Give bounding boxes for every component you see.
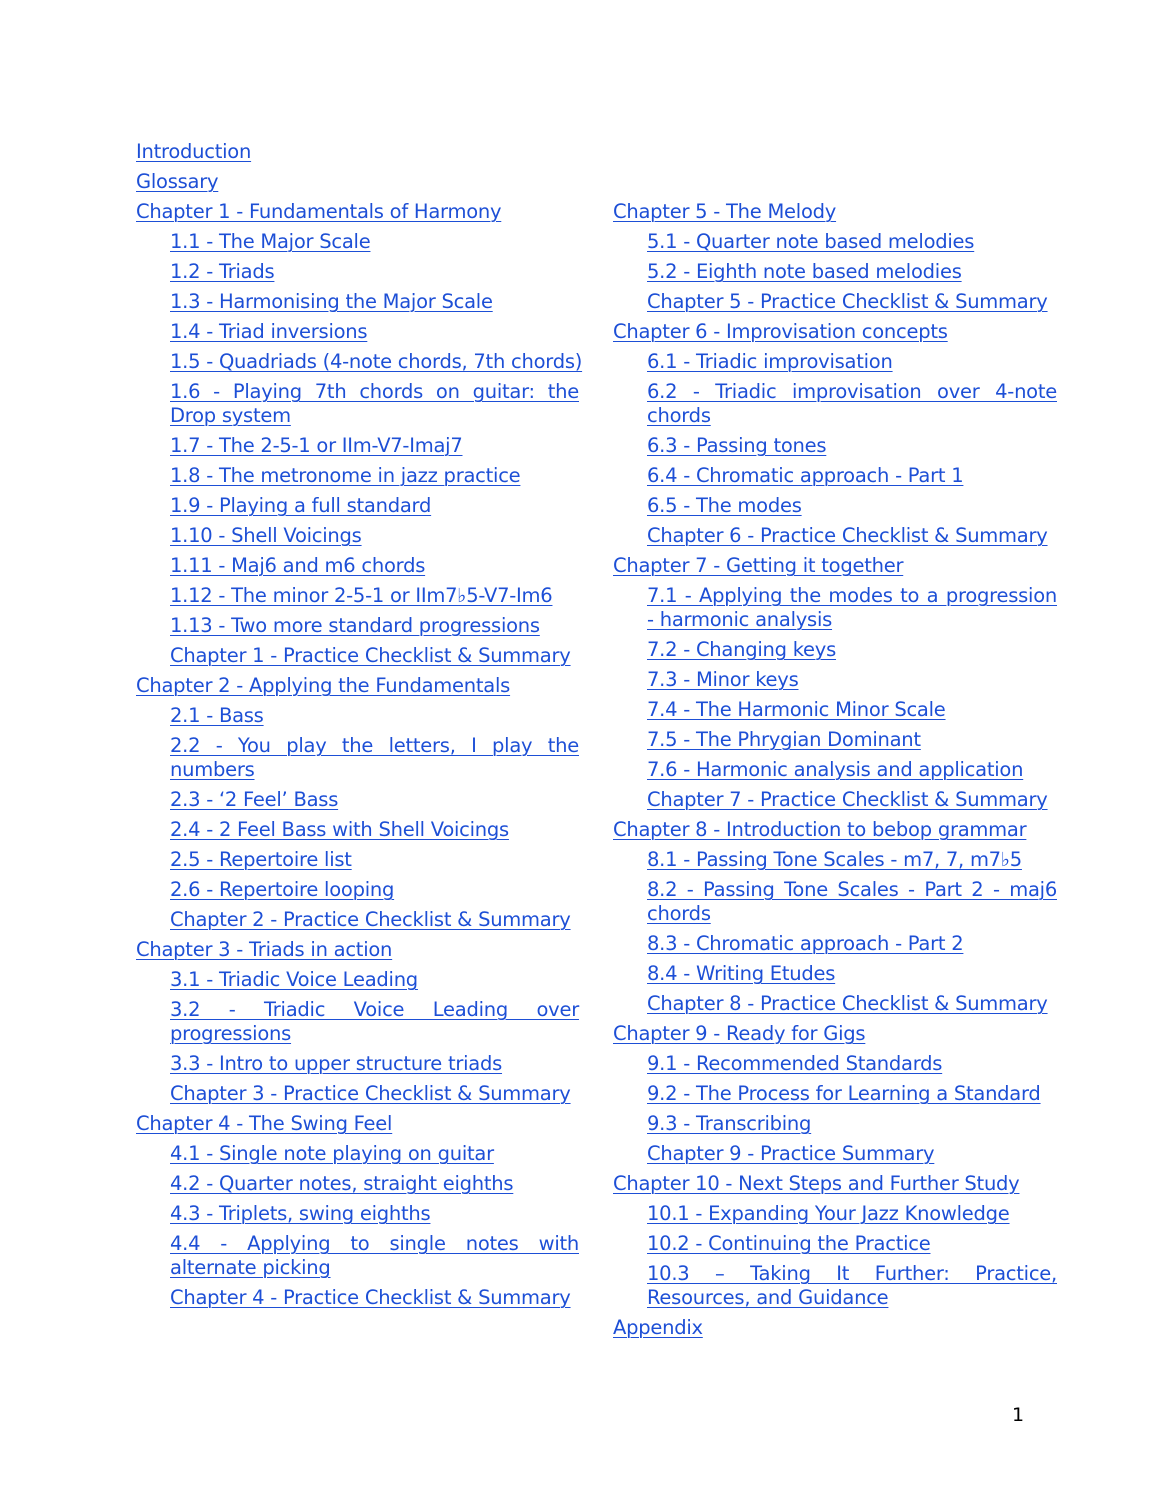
toc-link-chapter-1[interactable]: Chapter 1 - Fundamentals of Harmony	[136, 200, 502, 223]
toc-link-appendix[interactable]: Appendix	[613, 1316, 703, 1339]
toc-link-1-13[interactable]: 1.13 - Two more standard progressions	[170, 614, 540, 637]
toc-link-9-3[interactable]: 9.3 - Transcribing	[647, 1112, 812, 1135]
toc-link-5-2[interactable]: 5.2 - Eighth note based melodies	[647, 260, 962, 283]
toc-link-3-3[interactable]: 3.3 - Intro to upper structure triads	[170, 1052, 503, 1075]
toc-top-entries	[136, 140, 596, 200]
toc-link-1-12[interactable]: 1.12 - The minor 2-5-1 or IIm7♭5-V7-Im6	[170, 584, 553, 607]
toc-link-1-6[interactable]: 1.6 - Playing 7th chords on guitar: the Drop system	[170, 380, 579, 427]
toc-link-2-4[interactable]: 2.4 - 2 Feel Bass with Shell Voicings	[170, 818, 509, 841]
toc-link-chapter-8[interactable]: Chapter 8 - Introduction to bebop grammar	[613, 818, 1027, 841]
toc-link-4-4[interactable]: 4.4 - Applying to single notes with alternate picking	[170, 1232, 579, 1279]
toc-link-4-3[interactable]: 4.3 - Triplets, swing eighths	[170, 1202, 431, 1225]
toc-link-2-3[interactable]: 2.3 - ‘2 Feel’ Bass	[170, 788, 339, 811]
toc-link-chapter-3[interactable]: Chapter 3 - Triads in action	[136, 938, 393, 961]
toc-link-2-6[interactable]: 2.6 - Repertoire looping	[170, 878, 395, 901]
toc-link-chapter-2-summary[interactable]: Chapter 2 - Practice Checklist & Summary	[170, 908, 571, 931]
toc-link-introduction[interactable]: Introduction	[136, 140, 252, 163]
toc-link-4-2[interactable]: 4.2 - Quarter notes, straight eighths	[170, 1172, 514, 1195]
toc-link-chapter-9-summary[interactable]: Chapter 9 - Practice Summary	[647, 1142, 935, 1165]
toc-link-1-2[interactable]: 1.2 - Triads	[170, 260, 275, 283]
toc-link-7-3[interactable]: 7.3 - Minor keys	[647, 668, 799, 691]
toc-link-7-6[interactable]: 7.6 - Harmonic analysis and application	[647, 758, 1024, 781]
toc-link-4-1[interactable]: 4.1 - Single note playing on guitar	[170, 1142, 494, 1165]
toc-link-6-4[interactable]: 6.4 - Chromatic approach - Part 1	[647, 464, 964, 487]
toc-link-3-2[interactable]: 3.2 - Triadic Voice Leading over progressions	[170, 998, 579, 1045]
page-number: 1	[1012, 1404, 1025, 1426]
toc-link-chapter-10[interactable]: Chapter 10 - Next Steps and Further Study	[613, 1172, 1020, 1195]
toc-link-10-3[interactable]: 10.3 – Taking It Further: Practice, Resources, and Guidance	[647, 1262, 1057, 1309]
toc-link-chapter-9[interactable]: Chapter 9 - Ready for Gigs	[613, 1022, 866, 1045]
toc-link-1-4[interactable]: 1.4 - Triad inversions	[170, 320, 368, 343]
toc-link-8-3[interactable]: 8.3 - Chromatic approach - Part 2	[647, 932, 964, 955]
toc-link-10-2[interactable]: 10.2 - Continuing the Practice	[647, 1232, 931, 1255]
toc-link-2-5[interactable]: 2.5 - Repertoire list	[170, 848, 352, 871]
toc-link-chapter-7[interactable]: Chapter 7 - Getting it together	[613, 554, 904, 577]
toc-link-6-1[interactable]: 6.1 - Triadic improvisation	[647, 350, 893, 373]
toc-link-chapter-3-summary[interactable]: Chapter 3 - Practice Checklist & Summary	[170, 1082, 571, 1105]
toc-link-7-1[interactable]: 7.1 - Applying the modes to a progression - harmonic analysis	[647, 584, 1057, 631]
toc-link-3-1[interactable]: 3.1 - Triadic Voice Leading	[170, 968, 418, 991]
toc-link-10-1[interactable]: 10.1 - Expanding Your Jazz Knowledge	[647, 1202, 1010, 1225]
toc-column-left	[136, 200, 583, 1316]
toc-link-chapter-7-summary[interactable]: Chapter 7 - Practice Checklist & Summary	[647, 788, 1048, 811]
toc-link-chapter-4[interactable]: Chapter 4 - The Swing Feel	[136, 1112, 393, 1135]
toc-link-7-5[interactable]: 7.5 - The Phrygian Dominant	[647, 728, 921, 751]
toc-link-glossary[interactable]: Glossary	[136, 170, 219, 193]
toc-column-right	[613, 200, 1057, 1346]
toc-link-chapter-6[interactable]: Chapter 6 - Improvisation concepts	[613, 320, 948, 343]
toc-link-9-2[interactable]: 9.2 - The Process for Learning a Standard	[647, 1082, 1041, 1105]
toc-link-1-10[interactable]: 1.10 - Shell Voicings	[170, 524, 362, 547]
toc-link-1-9[interactable]: 1.9 - Playing a full standard	[170, 494, 432, 517]
toc-link-7-4[interactable]: 7.4 - The Harmonic Minor Scale	[647, 698, 946, 721]
toc-link-5-1[interactable]: 5.1 - Quarter note based melodies	[647, 230, 975, 253]
toc-link-8-4[interactable]: 8.4 - Writing Etudes	[647, 962, 836, 985]
toc-link-chapter-5[interactable]: Chapter 5 - The Melody	[613, 200, 837, 223]
toc-link-chapter-5-summary[interactable]: Chapter 5 - Practice Checklist & Summary	[647, 290, 1048, 313]
toc-link-chapter-6-summary[interactable]: Chapter 6 - Practice Checklist & Summary	[647, 524, 1048, 547]
toc-link-9-1[interactable]: 9.1 - Recommended Standards	[647, 1052, 943, 1075]
toc-link-2-1[interactable]: 2.1 - Bass	[170, 704, 264, 727]
toc-link-1-11[interactable]: 1.11 - Maj6 and m6 chords	[170, 554, 426, 577]
toc-link-1-3[interactable]: 1.3 - Harmonising the Major Scale	[170, 290, 493, 313]
toc-link-1-7[interactable]: 1.7 - The 2-5-1 or IIm-V7-Imaj7	[170, 434, 463, 457]
toc-link-6-5[interactable]: 6.5 - The modes	[647, 494, 802, 517]
toc-link-6-2[interactable]: 6.2 - Triadic improvisation over 4-note chords	[647, 380, 1057, 427]
toc-link-chapter-2[interactable]: Chapter 2 - Applying the Fundamentals	[136, 674, 511, 697]
toc-link-1-8[interactable]: 1.8 - The metronome in jazz practice	[170, 464, 521, 487]
toc-link-1-5[interactable]: 1.5 - Quadriads (4-note chords, 7th chords)	[170, 350, 583, 373]
toc-link-8-2[interactable]: 8.2 - Passing Tone Scales - Part 2 - maj6 chords	[647, 878, 1057, 925]
toc-link-chapter-8-summary[interactable]: Chapter 8 - Practice Checklist & Summary	[647, 992, 1048, 1015]
toc-link-2-2[interactable]: 2.2 - You play the letters, I play the numbers	[170, 734, 579, 781]
toc-link-8-1[interactable]: 8.1 - Passing Tone Scales - m7, 7, m7♭5	[647, 848, 1022, 871]
toc-link-1-1[interactable]: 1.1 - The Major Scale	[170, 230, 371, 253]
toc-link-chapter-4-summary[interactable]: Chapter 4 - Practice Checklist & Summary	[170, 1286, 571, 1309]
toc-link-chapter-1-summary[interactable]: Chapter 1 - Practice Checklist & Summary	[170, 644, 571, 667]
toc-link-6-3[interactable]: 6.3 - Passing tones	[647, 434, 827, 457]
toc-link-7-2[interactable]: 7.2 - Changing keys	[647, 638, 837, 661]
